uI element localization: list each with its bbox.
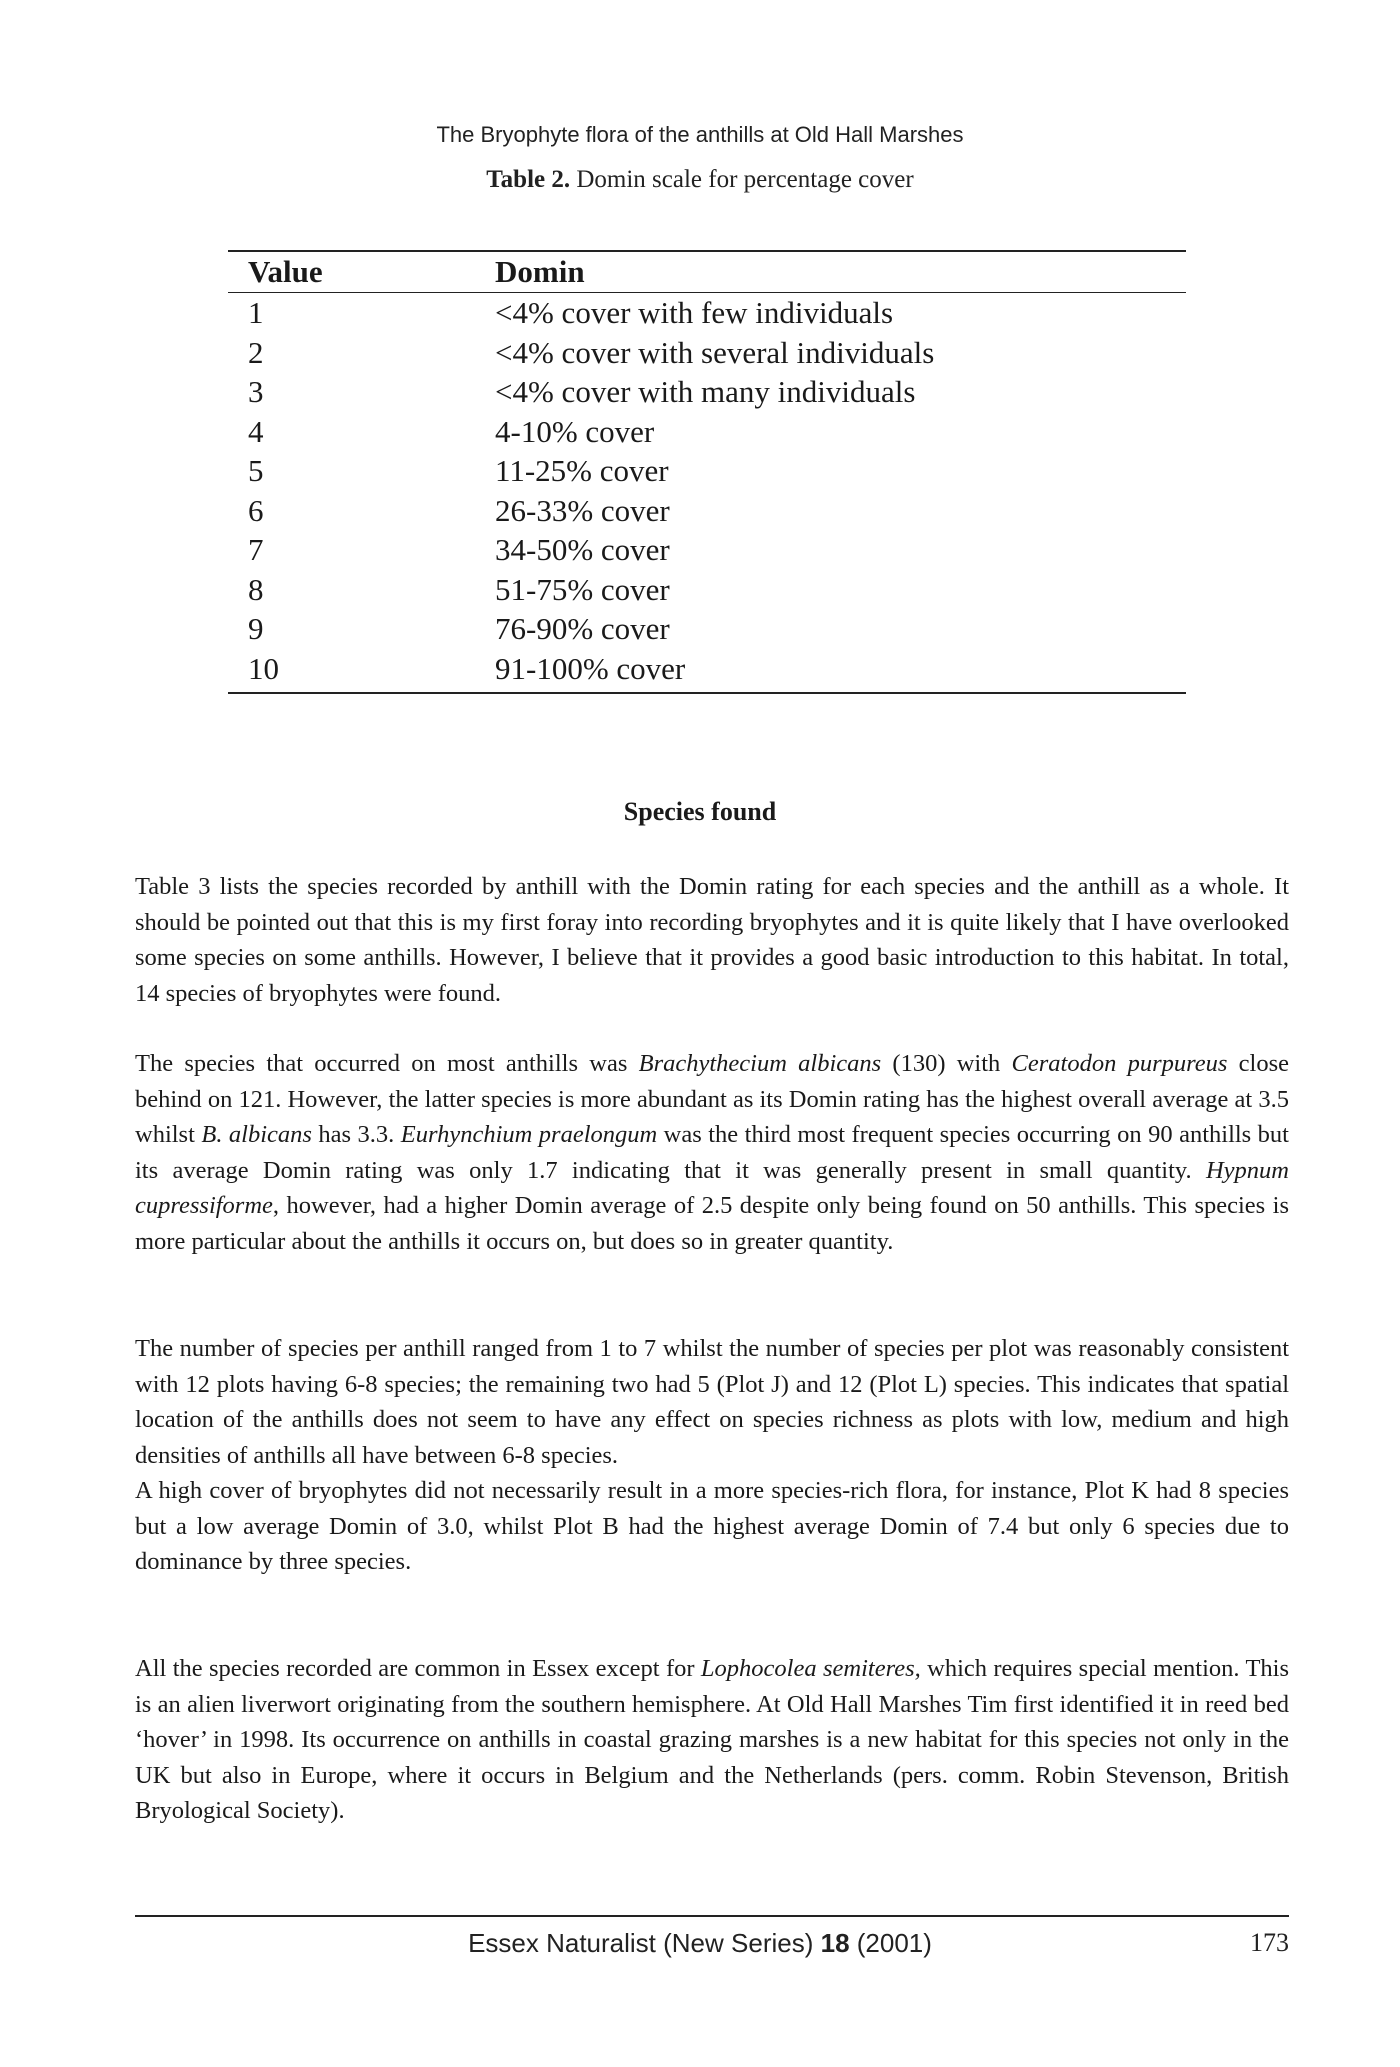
text-run: All the species recorded are common in Essex except for bbox=[135, 1655, 701, 1682]
species-name: B. albicans bbox=[201, 1121, 312, 1149]
text-run: close behind on 121. However, the latter species is more abundant as its Domin rating has the highest overall average at 3.5 whilst bbox=[135, 1050, 1290, 1149]
table-caption-label: Table 2. bbox=[486, 166, 571, 193]
paragraph-4-text: A high cover of bryophytes did not necessarily result in a more species-rich flora, for instance, Plot K had 8 species but a low average Domin of 3.0, whilst Plot B had the highest average Domin of 7.4 but only 6 species due to dominance by three species. bbox=[135, 1477, 1289, 1576]
journal-citation bbox=[0, 1928, 1400, 1959]
table-row bbox=[228, 293, 1186, 333]
text-run: , however, had a higher Domin average of 2.5 despite only being found on 50 anthills. This species is more particular about the anthills it occurs on, but does so in greater quantity. bbox=[135, 1192, 1289, 1255]
paragraph-5-text bbox=[135, 1651, 1289, 1829]
text-run: which requires special mention. This is an alien liverwort originating from the southern hemisphere. At Old Hall Marshes Tim first identified it in reed bed ‘hover’ in 1998. Its occurrence on anthills in coastal grazing marshes is a new habitat for this species not only in the UK but also in Europe, where it occurs in Belgium and the Netherlands (pers. comm. Robin Stevenson, British Bryological Society). bbox=[135, 1655, 1289, 1825]
domin-cell: 11-25% cover bbox=[495, 453, 669, 488]
table-caption-text: Domin scale for percentage cover bbox=[570, 166, 914, 193]
table-row bbox=[228, 412, 1186, 452]
paragraph-3-text: The number of species per anthill ranged from 1 to 7 whilst the number of species per plot was reasonably consistent with 12 plots having 6-8 species; the remaining two had 5 (Plot J) and 12 (Plot L) species. This indicates that spatial location of the anthills does not seem to have any effect on species richness as plots with low, medium and high densities of anthills all have between 6-8 species. bbox=[135, 1335, 1289, 1469]
value-cell: 9 bbox=[248, 611, 264, 646]
text-run: was the third most frequent species occurring on 90 anthills but its average Domin rating was only 1.7 indicating that it was generally present in small quantity. bbox=[135, 1121, 1289, 1184]
species-name: Lophocolea semiteres, bbox=[700, 1655, 921, 1682]
domin-cell: 91-100% cover bbox=[495, 650, 686, 686]
paragraph-2-text bbox=[135, 1046, 1289, 1260]
table-row bbox=[228, 451, 1186, 491]
domin-cell: 51-75% cover bbox=[495, 571, 670, 607]
domin-cell: 34-50% cover bbox=[495, 532, 670, 567]
species-name: Hypnum cupressiforme bbox=[135, 1156, 1289, 1220]
paragraph-4 bbox=[135, 1473, 1289, 1580]
table-row bbox=[228, 491, 1186, 531]
page-number: 173 bbox=[1250, 1928, 1289, 1957]
column-header-domin: Domin bbox=[495, 254, 585, 289]
journal-name: Essex Naturalist (New Series) bbox=[468, 1928, 821, 1958]
text-run: (130) with bbox=[881, 1050, 1012, 1077]
footer-rule bbox=[135, 1915, 1289, 1917]
domin-cell: 26-33% cover bbox=[495, 492, 670, 528]
text-run: has 3.3. bbox=[311, 1121, 401, 1149]
paragraph-2 bbox=[135, 1046, 1289, 1260]
domin-cell: <4% cover with few individuals bbox=[495, 295, 894, 330]
table-row bbox=[228, 333, 1186, 373]
value-cell: 7 bbox=[248, 532, 264, 567]
value-cell: 5 bbox=[248, 453, 264, 488]
domin-cell: <4% cover with many individuals bbox=[495, 374, 916, 409]
value-cell: 3 bbox=[248, 374, 264, 409]
paragraph-1 bbox=[135, 869, 1289, 1011]
volume-number: 18 bbox=[820, 1928, 850, 1958]
domin-cell: 4-10% cover bbox=[495, 413, 655, 449]
text-run: The species that occurred on most anthills was bbox=[135, 1050, 639, 1077]
species-name: Brachythecium albicans bbox=[638, 1050, 882, 1077]
value-cell: 4 bbox=[248, 413, 264, 449]
species-name: Ceratodon purpureus bbox=[1011, 1050, 1228, 1077]
table-caption bbox=[0, 166, 1400, 194]
section-heading: Species found bbox=[623, 797, 777, 826]
table-row bbox=[228, 609, 1186, 649]
domin-cell: <4% cover with several individuals bbox=[495, 334, 935, 370]
domin-scale-table bbox=[228, 250, 1186, 694]
value-cell: 1 bbox=[248, 295, 264, 330]
value-cell: 6 bbox=[248, 492, 264, 528]
table-row bbox=[228, 530, 1186, 570]
value-cell: 8 bbox=[248, 571, 264, 607]
paragraph-5 bbox=[135, 1651, 1289, 1829]
journal-year: (2001) bbox=[849, 1928, 932, 1958]
species-name: Eurhynchium praelongum bbox=[400, 1121, 658, 1149]
paragraph-3 bbox=[135, 1331, 1289, 1473]
value-cell: 10 bbox=[248, 650, 279, 686]
domin-cell: 76-90% cover bbox=[495, 611, 670, 646]
value-cell: 2 bbox=[248, 334, 264, 370]
table-bottom-rule bbox=[228, 692, 1186, 694]
table-header-row bbox=[228, 252, 1186, 292]
paragraph-1-text: Table 3 lists the species recorded by anthill with the Domin rating for each species and the anthill as a whole. It should be pointed out that this is my first foray into recording bryophytes and it is quite likely that I have overlooked some species on some anthills. However, I believe that it provides a good basic introduction to this habitat. In total, 14 species of bryophytes were found. bbox=[135, 873, 1289, 1007]
running-header: The Bryophyte flora of the anthills at Old Hall Marshes bbox=[436, 122, 964, 147]
table-row bbox=[228, 372, 1186, 412]
column-header-value: Value bbox=[248, 254, 323, 289]
table-row bbox=[228, 570, 1186, 610]
table-row bbox=[228, 649, 1186, 689]
